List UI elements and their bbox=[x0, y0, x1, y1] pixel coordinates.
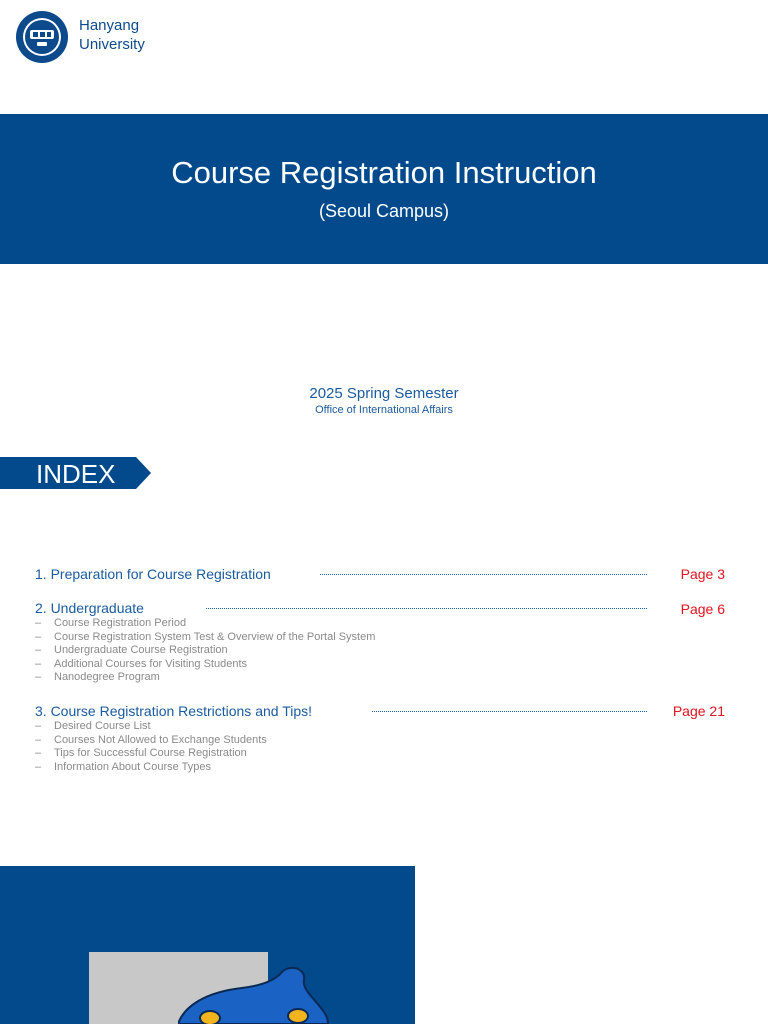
index-label: INDEX bbox=[36, 459, 116, 489]
list-item: – Nanodegree Program bbox=[35, 671, 160, 683]
toc-page-1[interactable]: Page 3 bbox=[680, 566, 725, 582]
list-item: – Course Registration Period bbox=[35, 617, 187, 629]
toc-title-2[interactable]: 2. Undergraduate bbox=[35, 600, 144, 616]
toc-leader-3 bbox=[372, 711, 647, 712]
toc-leader-1 bbox=[320, 574, 647, 575]
toc-sublist-2 bbox=[35, 617, 375, 685]
list-item: – Information About Course Types bbox=[35, 760, 211, 773]
semester-label: 2025 Spring Semester bbox=[309, 385, 459, 402]
list-item: – Desired Course List bbox=[35, 720, 151, 732]
university-name-line1: Hanyang bbox=[79, 17, 140, 34]
list-item: – Courses Not Allowed to Exchange Students bbox=[35, 733, 267, 746]
index-heading bbox=[0, 457, 151, 489]
university-name bbox=[79, 16, 145, 54]
mascot-illustration-icon bbox=[178, 966, 338, 1024]
toc-title-1[interactable]: 1. Preparation for Course Registration bbox=[35, 566, 271, 582]
document-subtitle: (Seoul Campus) bbox=[318, 201, 450, 221]
list-item: – Undergraduate Course Registration bbox=[35, 644, 228, 656]
toc-leader-2 bbox=[206, 608, 647, 609]
document-title: Course Registration Instruction bbox=[171, 155, 597, 190]
title-banner bbox=[0, 114, 768, 264]
list-item: – Tips for Successful Course Registration bbox=[35, 747, 247, 759]
university-name-line2: University bbox=[79, 36, 145, 53]
toc-sublist-3 bbox=[35, 720, 267, 774]
toc-title-3[interactable]: 3. Course Registration Restrictions and Tips! bbox=[35, 703, 313, 719]
list-item: – Additional Courses for Visiting Students bbox=[35, 657, 248, 670]
toc-page-2[interactable]: Page 6 bbox=[680, 601, 725, 617]
university-seal-icon bbox=[15, 10, 69, 64]
toc-page-3[interactable]: Page 21 bbox=[672, 703, 725, 719]
office-label: Office of International Affairs bbox=[315, 404, 453, 416]
list-item: – Course Registration System Test & Overview of the Portal System bbox=[35, 630, 376, 643]
